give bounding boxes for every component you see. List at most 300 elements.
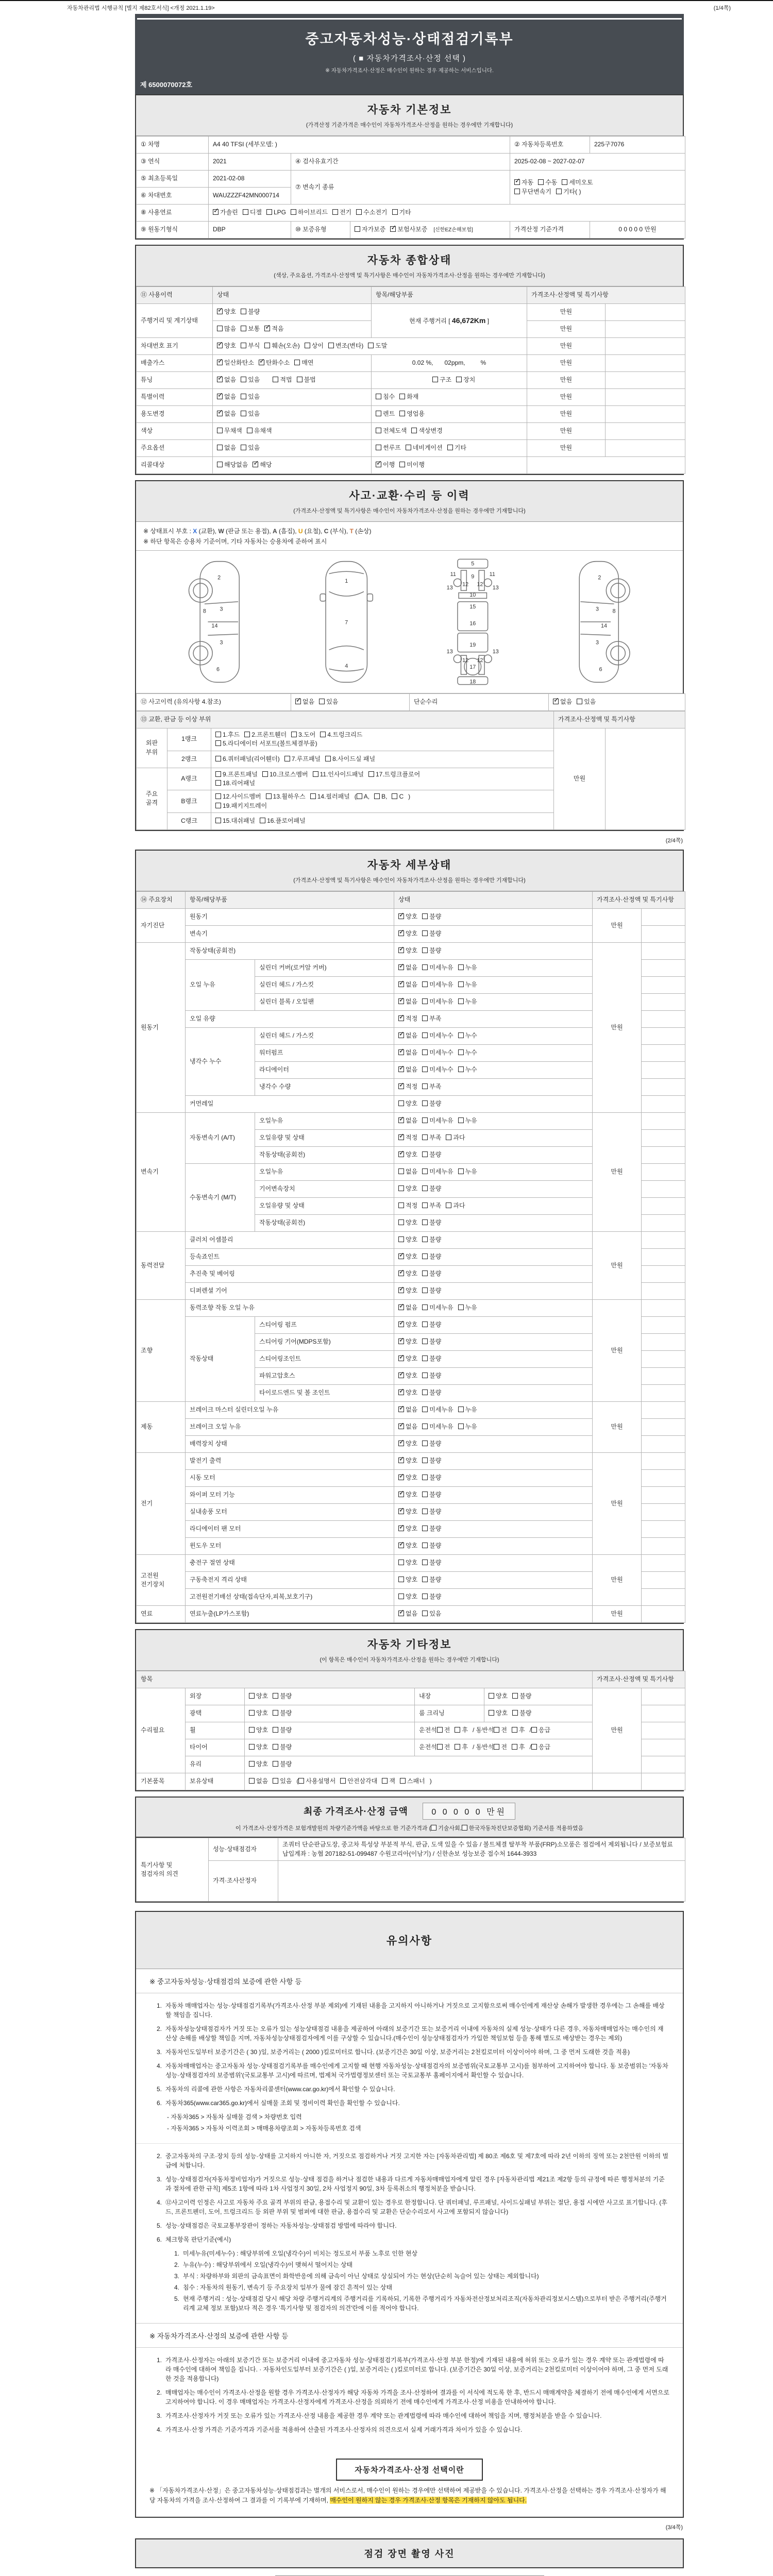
checkbox[interactable] [422,1117,428,1123]
checkbox[interactable] [398,1202,404,1208]
checkbox[interactable] [494,1727,499,1733]
checkbox[interactable] [273,1710,278,1716]
checkbox[interactable] [422,1594,428,1599]
header-cell: 가격조사·산정액 및 특기사항 [593,1671,685,1688]
checkbox[interactable] [376,411,381,416]
checkbox[interactable] [422,1406,428,1412]
checkbox[interactable] [376,394,381,399]
checkbox[interactable] [273,1727,278,1733]
checkbox[interactable] [253,462,258,467]
checkbox[interactable] [273,1693,278,1699]
option [259,359,290,367]
option [243,208,262,217]
notice-text: 성능·상태점검자(자동차정비업자)가 거짓으로 성능·상태 점검을 하거나 점검한 내용과 다르게 자동차매매업자에게 알린 경우 [자동차관리법 제21조 제2항 등의 규정에 따른 행정처분의 기준과 절차에 관한 규칙] 제5조 1항에 따라 1차 사업정지 30일, 2차 사업정지 90일, 3차 등록취소의 행정처분을 받습니다. [165,2175,665,2192]
checkbox[interactable] [398,1185,404,1191]
checkbox[interactable] [494,1744,499,1750]
option-label: 5.라디에이터 서포트(볼트체결부품) [223,740,317,748]
checkbox[interactable] [266,209,272,215]
checkbox[interactable] [455,1727,460,1733]
text: U [298,528,303,535]
legend-line [143,526,676,536]
checkbox[interactable] [422,1049,428,1055]
checkbox[interactable] [262,771,268,777]
value-cell [642,1283,685,1300]
checkbox[interactable] [215,771,221,777]
document [135,14,684,2576]
option [398,997,417,1006]
value-cell [213,423,372,440]
checkbox[interactable] [458,1032,464,1038]
checkbox[interactable] [332,209,338,215]
option [213,208,238,217]
option-label: 불량 [429,930,442,938]
value-cell [350,222,510,239]
option-label: 불량 [429,1287,442,1295]
checkbox[interactable] [512,1710,518,1716]
checkbox[interactable] [422,1134,428,1140]
checkbox[interactable] [398,1406,404,1412]
checkbox[interactable] [398,1389,404,1395]
value-cell [642,1419,685,1436]
option [422,1456,441,1465]
option-label: 영업용 [407,410,425,418]
checkbox[interactable] [273,1778,278,1784]
checkbox[interactable] [422,1100,428,1106]
checkbox[interactable] [356,209,362,215]
notice-text: 자동차 매매업자는 성능·상태점검기록부(가격조사·산정 부분 제외)에 기재된 내용을 고지하지 아니하거나 거짓으로 고지함으로써 매수인에게 재산상 손해가 발생한 경우에는 그 손해를 배상할 책임을 집니다. [165,2002,665,2019]
checkbox[interactable] [455,1744,460,1750]
option-label: 스패너 [407,1777,425,1785]
checkbox[interactable] [422,1253,428,1259]
checkbox[interactable] [320,732,326,737]
option-label: 불량 [519,1692,532,1700]
checkbox[interactable] [422,1202,428,1208]
value-cell [606,423,685,440]
checkbox[interactable] [241,326,246,331]
checkbox[interactable] [514,189,520,194]
checkbox[interactable] [398,1492,404,1497]
value-cell [642,1773,685,1790]
text: 한국자동차진단보증협회) 기준서를 적용하였음 [468,1825,584,1832]
option [294,359,313,367]
option-label: 17.트렁크플로어 [375,770,421,778]
checkbox[interactable] [355,226,360,232]
label-cell: 가격산정 기준가격 [510,222,590,239]
checkbox[interactable] [422,1526,428,1531]
checkbox[interactable] [398,1372,404,1378]
panel-number: 13 [446,648,453,655]
checkbox[interactable] [422,1372,428,1378]
option-label: 변조(변타) [335,342,364,350]
checkbox[interactable] [422,1389,428,1395]
checkbox[interactable] [273,1761,278,1767]
text: (부식), [328,528,350,535]
checkbox[interactable] [260,818,265,823]
checkbox[interactable] [447,445,453,450]
option [531,1743,550,1752]
value-cell [394,1402,593,1419]
checkbox[interactable] [422,964,428,970]
text: 기술사회, [438,1825,462,1832]
checkbox[interactable] [392,793,397,799]
checkbox[interactable] [422,1355,428,1361]
checkbox[interactable] [422,1423,428,1429]
checkbox[interactable] [553,699,559,704]
checkbox[interactable] [325,756,331,761]
checkbox[interactable] [217,411,223,416]
checkbox[interactable] [241,377,246,382]
checkbox[interactable] [398,1526,404,1531]
checkbox[interactable] [422,1219,428,1225]
label-cell: ⑨ 원동기형식 [137,222,209,239]
checkbox[interactable] [247,428,253,433]
checkbox[interactable] [458,964,464,970]
checkbox[interactable] [398,1543,404,1548]
checkbox[interactable] [264,326,270,331]
checkbox[interactable] [458,1049,464,1055]
option-label: 미세누유 [429,1304,453,1312]
checkbox[interactable] [400,1778,406,1784]
checkbox[interactable] [398,947,404,953]
value-cell: DBP [209,222,291,239]
checkbox[interactable] [398,1287,404,1293]
option [398,1116,417,1125]
checkbox[interactable] [249,1744,255,1750]
checkbox[interactable] [432,377,438,382]
checkbox[interactable] [422,1338,428,1344]
checkbox[interactable] [422,1560,428,1565]
checkbox[interactable] [249,1693,255,1699]
checkbox[interactable] [249,1727,255,1733]
checkbox[interactable] [399,411,405,416]
section-title: 점검 장면 촬영 사진 [364,2549,455,2560]
checkbox[interactable] [305,343,310,348]
checkbox[interactable] [422,1611,428,1616]
checkbox[interactable] [538,179,544,185]
checkbox[interactable] [512,1744,517,1750]
notice-number: 3. [156,2175,162,2183]
checkbox[interactable] [399,394,405,399]
notice-text: 체크항목 판단기준(예시) [165,2235,231,2243]
option [398,1065,417,1074]
option [398,1456,417,1465]
checkbox[interactable] [514,179,520,185]
checkbox[interactable] [458,998,464,1004]
checkbox[interactable] [382,1778,388,1784]
checkbox[interactable] [398,1015,404,1021]
checkbox[interactable] [422,981,428,987]
checkbox[interactable] [431,1825,436,1831]
checkbox[interactable] [398,964,404,970]
checkbox[interactable] [422,1185,428,1191]
option [399,410,425,418]
checkbox[interactable] [398,1509,404,1514]
checkbox[interactable] [398,1594,404,1599]
option-label: 6.쿼터패널(리어휀더) [223,755,280,762]
label-cell: 튜닝 [137,372,213,389]
option-label: 이행 [383,461,395,469]
option [382,1777,395,1786]
checkbox[interactable] [422,998,428,1004]
checkbox[interactable] [398,1458,404,1463]
checkbox[interactable] [458,1168,464,1174]
checkbox[interactable] [368,771,374,777]
checkbox[interactable] [241,445,246,450]
option-label: 불량 [429,1236,442,1244]
checkbox[interactable] [376,445,381,450]
checkbox[interactable] [398,1066,404,1072]
checkbox[interactable] [422,930,428,936]
checkbox[interactable] [392,209,398,215]
value-cell [642,926,685,943]
checkbox[interactable] [398,1577,404,1582]
checkbox[interactable] [298,1778,304,1784]
checkbox[interactable] [249,1710,255,1716]
checkbox[interactable] [422,1270,428,1276]
checkbox[interactable] [422,1321,428,1327]
checkbox[interactable] [217,343,223,348]
option [538,178,557,187]
value-cell [394,1249,593,1266]
checkbox[interactable] [422,1032,428,1038]
checkbox[interactable] [217,377,223,382]
option-label: 보험사보증 [397,226,428,233]
notice-item [149,2047,669,2057]
section-title: 자동차 세부상태 [367,859,452,872]
checkbox[interactable] [217,445,223,450]
checkbox[interactable] [297,377,303,382]
checkbox[interactable] [249,1778,255,1784]
checkbox[interactable] [319,699,325,704]
checkbox[interactable] [294,360,300,365]
checkbox[interactable] [398,1236,404,1242]
checkbox[interactable] [328,343,334,348]
checkbox[interactable] [374,793,380,799]
checkbox[interactable] [422,1236,428,1242]
checkbox[interactable] [512,1693,518,1699]
checkbox[interactable] [512,1727,517,1733]
checkbox[interactable] [217,326,223,331]
checkbox[interactable] [398,1440,404,1446]
checkbox[interactable] [398,1355,404,1361]
checkbox[interactable] [458,1066,464,1072]
checkbox[interactable] [462,1825,467,1831]
checkbox[interactable] [284,756,290,761]
checkbox[interactable] [422,1492,428,1497]
checkbox[interactable] [398,1134,404,1140]
option-label: 도말 [375,342,388,350]
checkbox[interactable] [531,1744,537,1750]
checkbox[interactable] [422,1015,428,1021]
checkbox[interactable] [398,998,404,1004]
checkbox[interactable] [422,1577,428,1582]
checkbox[interactable] [399,462,405,467]
checkbox[interactable] [390,226,396,232]
option-label: 없음 [256,1777,268,1785]
checkbox[interactable] [577,699,582,704]
checkbox[interactable] [243,209,248,215]
option [458,1031,477,1040]
checkbox[interactable] [531,1727,537,1733]
checkbox[interactable] [398,1270,404,1276]
checkbox[interactable] [398,930,404,936]
price-cell: 만원 [527,321,606,338]
checkbox[interactable] [398,1100,404,1106]
checkbox[interactable] [398,1117,404,1123]
panel-number: 12 [462,581,469,588]
checkbox[interactable] [422,1304,428,1310]
checkbox[interactable] [422,1543,428,1548]
checkbox[interactable] [259,360,264,365]
checkbox[interactable] [458,981,464,987]
term-text: ※ 「자동차가격조사·산정」은 중고자동차성능·상태점검과는 별개의 서비스로서, 매수인이 원하는 경우에만 선택하여 제공받을 수 있습니다. 가격조사·산정을 선택하는 경우 가격조사·산정자가 해당 자동차의 가격을 조사·산정하여 그 결과를 이 기록부에 기재하며, [149,2486,666,2504]
checkbox[interactable] [422,947,428,953]
label-cell: 오일 유량 [186,1011,394,1028]
label-cell: 구동축전지 격리 상태 [186,1572,394,1589]
checkbox[interactable] [398,1423,404,1429]
notice-subitem [167,2249,669,2258]
checkbox[interactable] [422,1168,428,1174]
checkbox[interactable] [217,360,223,365]
checkbox[interactable] [398,1219,404,1225]
checkbox[interactable] [398,1475,404,1480]
checkbox[interactable] [340,1778,346,1784]
value-cell [394,1538,593,1555]
checkbox[interactable] [556,189,562,194]
checkbox[interactable] [217,394,223,399]
checkbox[interactable] [215,732,221,737]
checkbox[interactable] [458,1406,464,1412]
checkbox[interactable] [437,1744,443,1750]
checkbox[interactable] [422,1509,428,1514]
price-cell: 만원 [593,1402,642,1453]
checkbox[interactable] [273,377,278,382]
checkbox[interactable] [398,1560,404,1565]
checkbox[interactable] [456,377,462,382]
checkbox[interactable] [398,1151,404,1157]
option [398,1524,417,1533]
label-cell: 내장 [415,1688,484,1705]
checkbox[interactable] [310,793,316,799]
checkbox[interactable] [489,1710,494,1716]
checkbox[interactable] [313,771,318,777]
checkbox[interactable] [398,1253,404,1259]
checkbox[interactable] [422,1151,428,1157]
checkbox[interactable] [422,1066,428,1072]
checkbox[interactable] [295,699,301,704]
value-cell [642,943,685,960]
checkbox[interactable] [291,209,296,215]
option-label: 불량 [429,1593,442,1601]
option-label: 불량 [429,1491,442,1499]
checkbox[interactable] [411,428,417,433]
value-cell [642,909,685,926]
value-cell [394,1351,593,1368]
panel-number: 12 [477,657,483,664]
checkbox[interactable] [241,309,246,314]
option [494,1726,507,1735]
term-box-wrap [149,2459,669,2481]
value-cell [394,1521,593,1538]
checkbox[interactable] [215,740,221,746]
checkbox[interactable] [368,343,374,348]
checkbox[interactable] [458,1423,464,1429]
checkbox[interactable] [215,756,221,761]
checkbox[interactable] [422,1458,428,1463]
checkbox[interactable] [398,1304,404,1310]
checkbox[interactable] [215,818,221,823]
checkbox[interactable] [217,428,223,433]
checkbox[interactable] [422,1083,428,1089]
option-label: 없음 [406,998,418,1006]
checkbox[interactable] [398,1321,404,1327]
checkbox[interactable] [264,343,270,348]
option-label: 9.프론트패널 [223,770,258,778]
checkbox[interactable] [422,1440,428,1446]
option-label: 없음 [406,1610,418,1618]
checkbox[interactable] [273,1744,278,1750]
value-cell [606,440,685,457]
checkbox[interactable] [398,913,404,919]
checkbox[interactable] [398,981,404,987]
checkbox[interactable] [215,793,221,799]
checkbox[interactable] [398,1338,404,1344]
checkbox[interactable] [376,428,381,433]
checkbox[interactable] [489,1693,494,1699]
checkbox[interactable] [241,394,246,399]
checkbox[interactable] [354,793,362,801]
checkbox[interactable] [422,1475,428,1480]
label-cell: 냉각수 누수 [186,1028,255,1096]
checkbox[interactable] [422,1287,428,1293]
checkbox[interactable] [398,1611,404,1616]
section-title: 자동차 종합상태 [367,255,452,266]
checkbox[interactable] [241,343,246,348]
checkbox[interactable] [398,1032,404,1038]
checkbox[interactable] [422,913,428,919]
value-cell [642,994,685,1011]
checkbox[interactable] [376,462,381,467]
checkbox[interactable] [398,1049,404,1055]
checkbox[interactable] [217,309,223,314]
option [398,1405,417,1414]
checkbox[interactable] [446,1134,451,1140]
checkbox[interactable] [241,411,246,416]
option-label: 양호 [256,1743,268,1751]
option-label: 미이행 [407,461,425,469]
option [458,1167,477,1176]
checkbox[interactable] [446,1202,451,1208]
checkbox[interactable] [291,732,297,737]
value-cell [394,960,593,977]
option-label: 3.도어 [298,731,316,738]
checkbox[interactable] [458,1304,464,1310]
checkbox[interactable] [244,732,250,737]
checkbox[interactable] [249,1761,255,1767]
checkbox[interactable] [398,1083,404,1089]
checkbox[interactable] [562,179,567,185]
checkbox[interactable] [215,803,221,808]
checkbox[interactable] [398,1168,404,1174]
checkbox[interactable] [406,445,411,450]
checkbox[interactable] [213,209,219,215]
checkbox[interactable] [437,1727,443,1733]
checkbox[interactable] [217,462,223,467]
checkbox[interactable] [215,780,221,786]
value-cell [372,372,527,389]
checkbox[interactable] [266,793,272,799]
checkbox[interactable] [458,1117,464,1123]
